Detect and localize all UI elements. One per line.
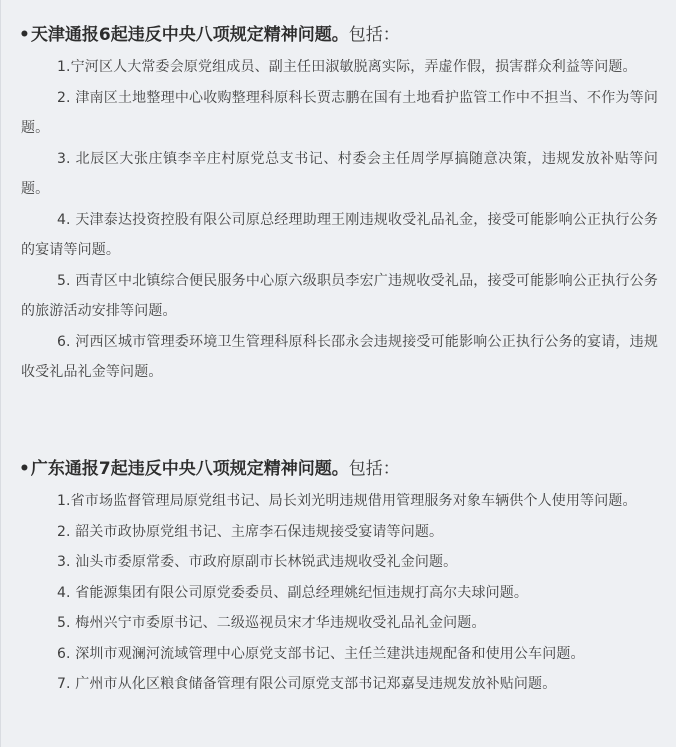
- heading-suffix: 包括：: [348, 459, 400, 479]
- section-heading: [19, 18, 676, 52]
- heading-title: 广东通报7起违反中央八项规定精神问题。: [30, 459, 349, 479]
- list-item: 6. 河西区城市管理委环境卫生管理科原科长邵永会违规接受可能影响公正执行公务的宴请，违规收受礼品礼金等问题。: [21, 333, 658, 380]
- article-body: [1, 0, 676, 747]
- bullet: •: [19, 25, 30, 45]
- list-item: 3. 汕头市委原常委、市政府原副市长林锐武违规收受礼金问题。: [57, 554, 458, 570]
- heading-suffix: 包括：: [348, 25, 400, 45]
- list-item: 6. 深圳市观澜河流域管理中心原党支部书记、主任兰建洪违规配备和使用公车问题。: [57, 645, 585, 662]
- list-item: 4. 天津泰达投资控股有限公司原总经理助理王刚违规收受礼品礼金，接受可能影响公正执行公务的宴请等问题。: [21, 211, 658, 258]
- section-heading: [19, 452, 676, 486]
- tianjin-section: [1, 18, 676, 388]
- list-item: 2. 韶关市政协原党组书记、主席李石保违规接受宴请等问题。: [57, 523, 444, 540]
- list-item: 5. 梅州兴宁市委原书记、二级巡视员宋才华违规收受礼品礼金问题。: [57, 615, 486, 631]
- list-item: 1.省市场监督管理局原党组书记、局长刘光明违规借用管理服务对象车辆供个人使用等问题。: [57, 493, 637, 509]
- heading-title: 天津通报6起违反中央八项规定精神问题。: [30, 25, 349, 45]
- list-item: 1.宁河区人大常委会原党组成员、副主任田淑敏脱离实际，弄虚作假，损害群众利益等问题。: [57, 59, 637, 75]
- guangdong-section: [1, 452, 676, 700]
- list-item: 5. 西青区中北镇综合便民服务中心原六级职员李宏广违规收受礼品，接受可能影响公正执行公务的旅游活动安排等问题。: [21, 272, 658, 319]
- list-item: 3. 北辰区大张庄镇李辛庄村原党总支书记、村委会主任周学厚搞随意决策，违规发放补贴等问题。: [21, 150, 658, 197]
- list-item: 7. 广州市从化区粮食储备管理有限公司原党支部书记郑嘉旻违规发放补贴问题。: [57, 676, 557, 692]
- list-item: 2. 津南区土地整理中心收购整理科原科长贾志鹏在国有土地看护监管工作中不担当、不作为等问题。: [21, 89, 658, 136]
- list-item: 4. 省能源集团有限公司原党委委员、副总经理姚纪恒违规打高尔夫球问题。: [57, 584, 529, 601]
- bullet: •: [19, 459, 30, 479]
